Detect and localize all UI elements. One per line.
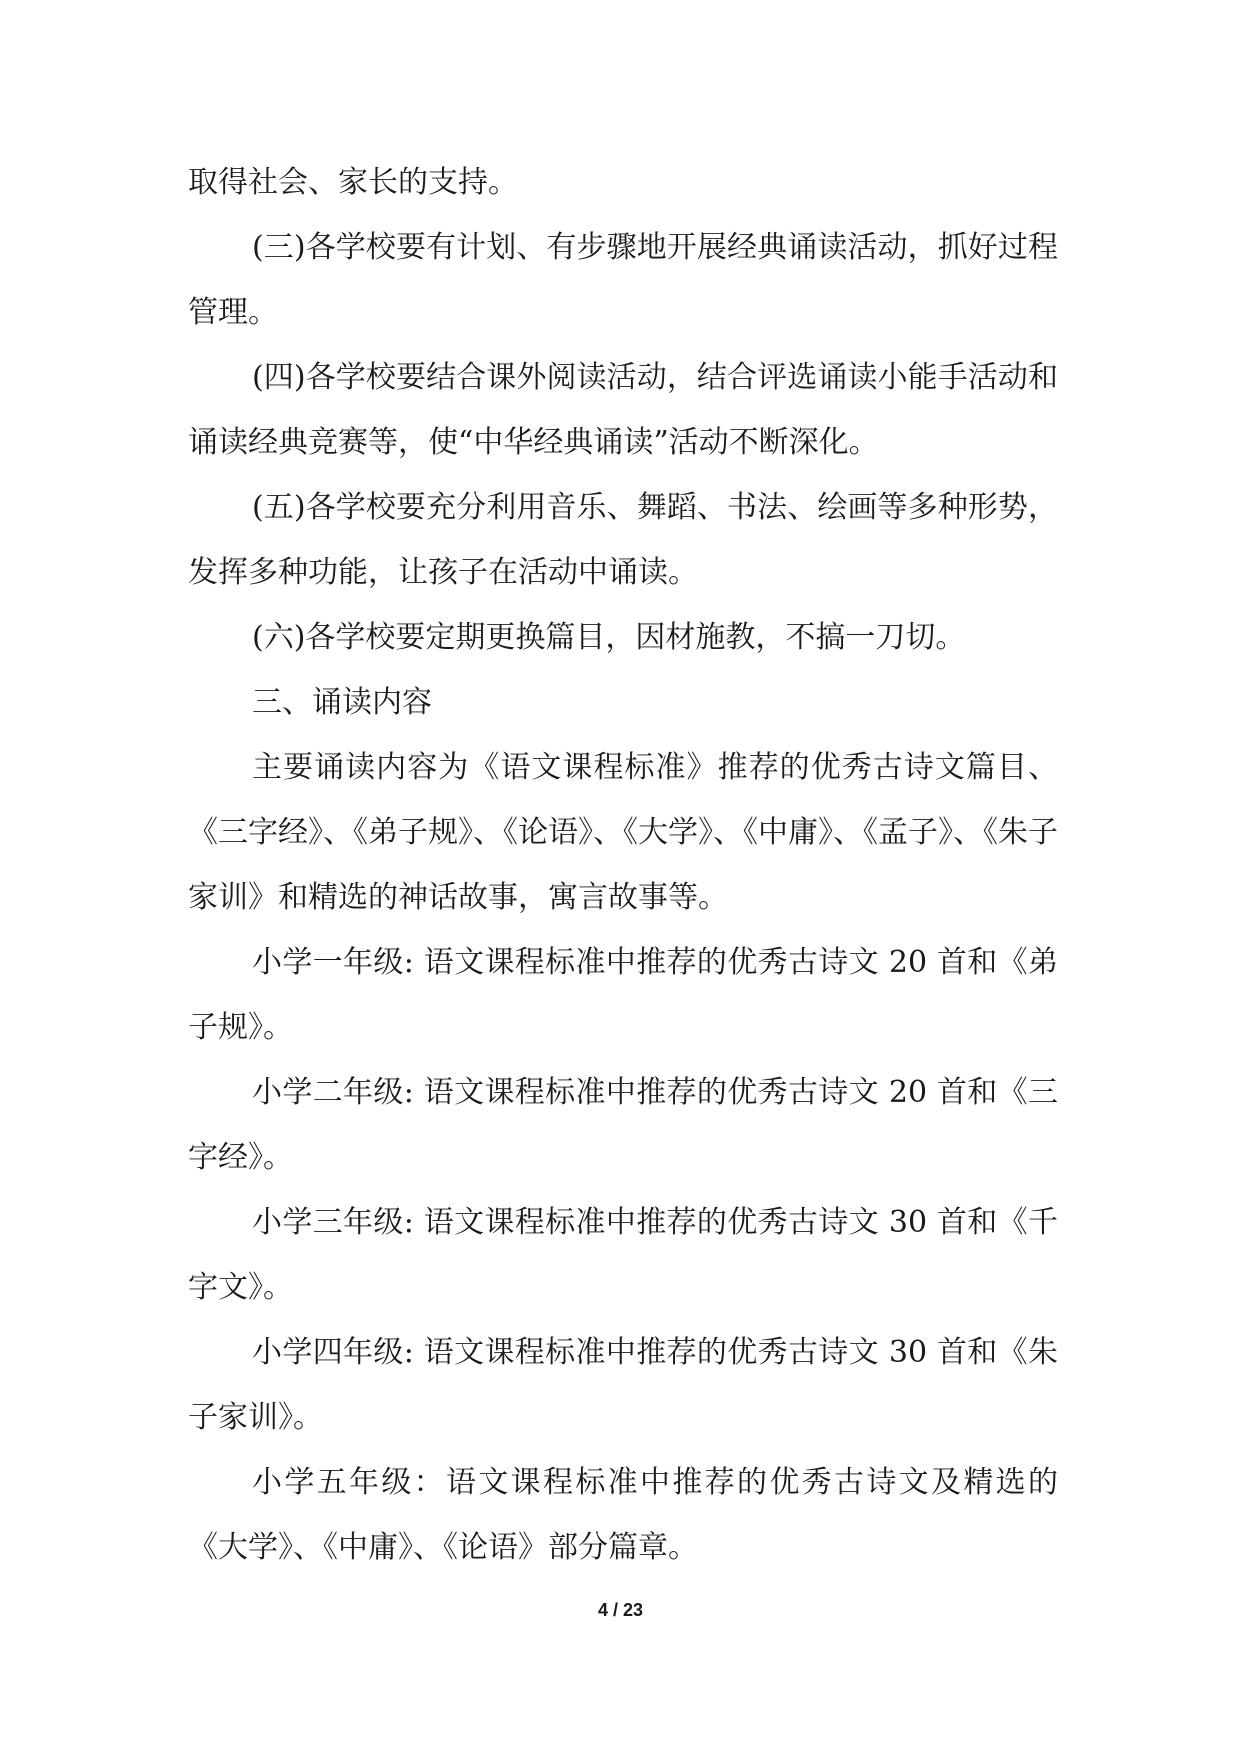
paragraph-item-5: (五)各学校要充分利用音乐、舞蹈、书法、绘画等多种形势，发挥多种功能，让孩子在活动中诵读。 xyxy=(188,490,1058,590)
paragraph-grade-4: 小学四年级: 语文课程标准中推荐的优秀古诗文 30 首和《朱子家训》。 xyxy=(188,1335,1058,1435)
paragraph-grade-1: 小学一年级: 语文课程标准中推荐的优秀古诗文 20 首和《弟子规》。 xyxy=(188,945,1058,1045)
paragraph-grade-2: 小学二年级: 语文课程标准中推荐的优秀古诗文 20 首和《三字经》。 xyxy=(188,1075,1058,1175)
document-body xyxy=(188,150,1058,1580)
paragraph-reading-content: 主要诵读内容为《语文课程标准》推荐的优秀古诗文篇目、《三字经》、《弟子规》、《论语》、《大学》、《中庸》、《孟子》、《朱子家训》和精选的神话故事，寓言故事等。 xyxy=(188,750,1058,915)
paragraph-item-6: (六)各学校要定期更换篇目，因材施教，不搞一刀切。 xyxy=(252,620,966,655)
paragraph-intro-end: 取得社会、家长的支持。 xyxy=(188,165,518,200)
page-number: 4 / 23 xyxy=(597,1600,644,1620)
section-heading: 三、诵读内容 xyxy=(252,685,432,720)
paragraph-item-3: (三)各学校要有计划、有步骤地开展经典诵读活动，抓好过程管理。 xyxy=(188,230,1058,330)
paragraph-item-4: (四)各学校要结合课外阅读活动，结合评选诵读小能手活动和诵读经典竞赛等，使“中华经典诵读”活动不断深化。 xyxy=(188,360,1058,460)
paragraph-grade-5: 小学五年级：语文课程标准中推荐的优秀古诗文及精选的《大学》、《中庸》、《论语》部分篇章。 xyxy=(188,1465,1058,1565)
paragraph-grade-3: 小学三年级: 语文课程标准中推荐的优秀古诗文 30 首和《千字文》。 xyxy=(188,1205,1058,1305)
